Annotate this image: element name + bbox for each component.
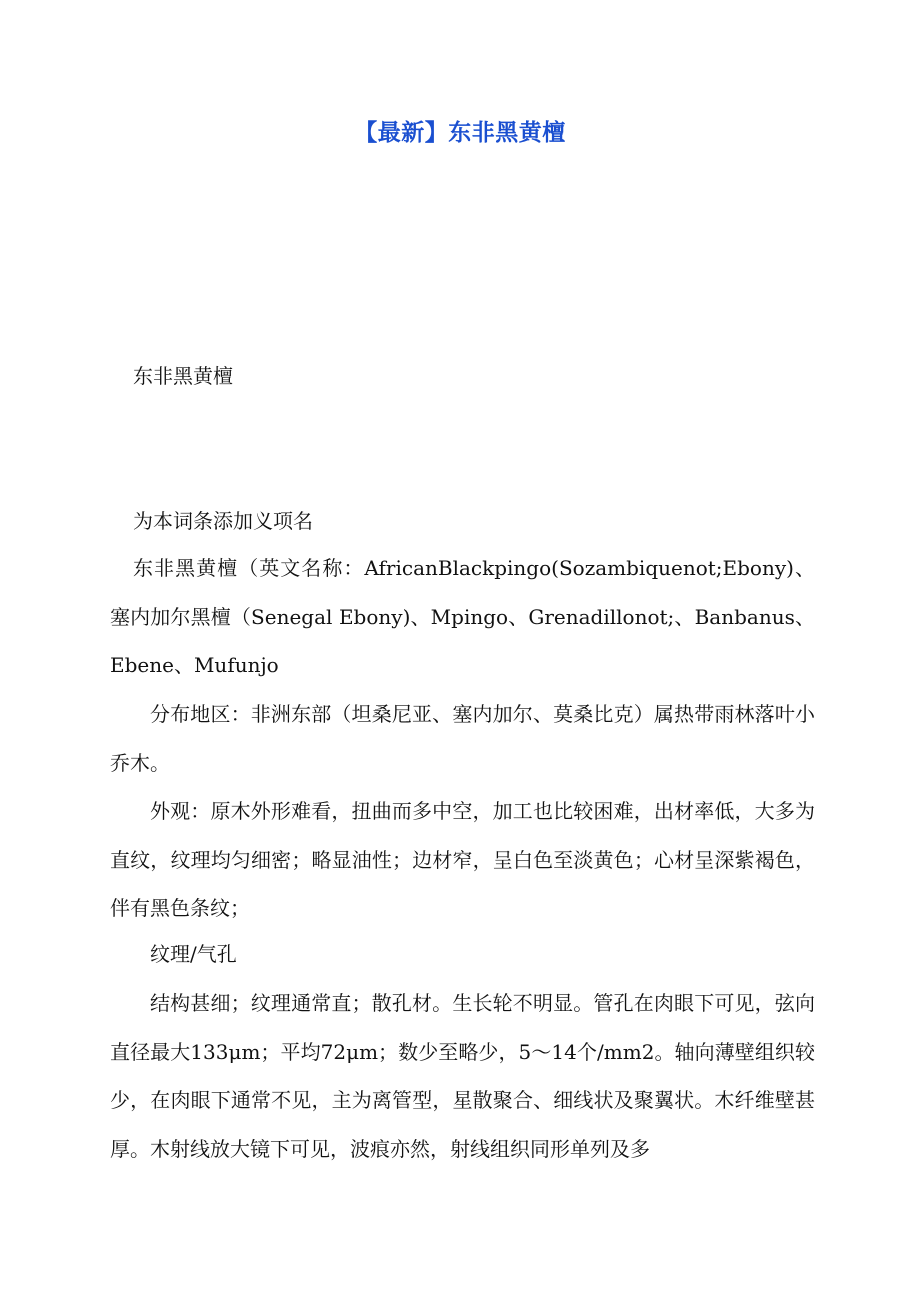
names-paragraph: 东非黑黄檀（英文名称：AfricanBlackpingo(Sozambiquenot;Ebony)、塞内加尔黑檀（Senegal Ebony)、Mpingo、Grenadillonot;、Banbanus、Ebene、Mufunjo	[110, 556, 815, 677]
section-heading: 东非黑黄檀	[133, 364, 233, 388]
distribution-paragraph: 分布地区：非洲东部（坦桑尼亚、塞内加尔、莫桑比克）属热带雨林落叶小乔木。	[110, 702, 815, 775]
structure-paragraph: 结构甚细；纹理通常直；散孔材。生长轮不明显。管孔在肉眼下可见，弦向直径最大133μm；平均72μm；数少至略少，5～14个/mm2。轴向薄壁组织较少，在肉眼下通常不见，主为离管型，星散聚合、细线状及聚翼状。木纤维壁甚厚。木射线放大镜下可见，波痕亦然，射线组织同形单列及多	[110, 991, 815, 1161]
add-sense-label: 为本词条添加义项名	[133, 509, 313, 533]
appearance-paragraph: 外观：原木外形难看，扭曲而多中空，加工也比较困难，出材率低，大多为直纹，纹理均匀细密；略显油性；边材窄，呈白色至淡黄色；心材呈深紫褐色，伴有黑色条纹；	[110, 799, 815, 920]
texture-heading: 纹理/气孔	[150, 942, 237, 966]
document-title: 【最新】东非黑黄檀	[354, 120, 566, 146]
